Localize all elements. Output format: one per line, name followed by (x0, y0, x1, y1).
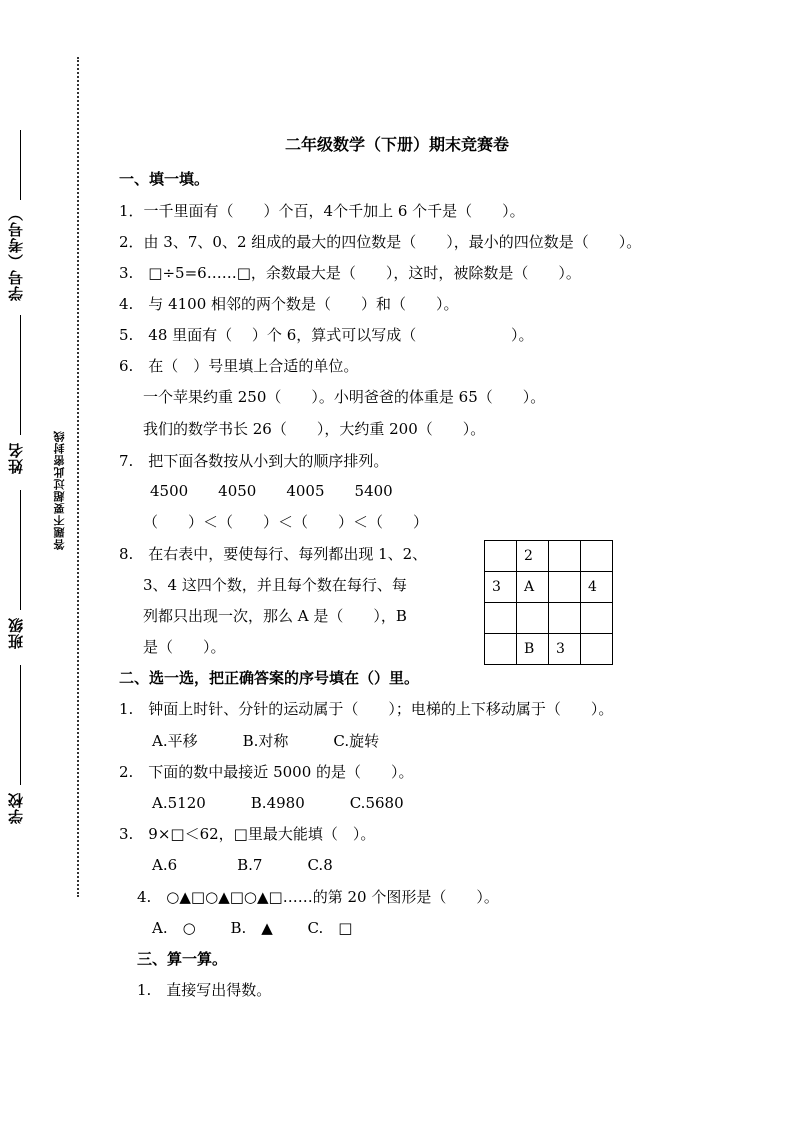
latin-square-grid (484, 540, 613, 665)
s1-question-1: 1．一千里面有（ ）个百，4个千加上 6 个千是（ ）。 (119, 202, 525, 220)
s1-question-7-order: （ ）＜（ ）＜（ ）＜（ ） (143, 513, 429, 531)
s2-question-3-options: A.6 B.7 C.8 (152, 856, 333, 874)
s1-question-8-line3: 列都只出现一次，那么 A 是（ ），B (143, 607, 407, 625)
grid-row (485, 634, 613, 665)
grid-cell: 4 (581, 572, 613, 603)
grid-cell (581, 634, 613, 665)
s2-question-1: 1. 钟面上时针、分针的运动属于（ ）；电梯的上下移动属于（ ）。 (119, 700, 614, 718)
s1-question-8-line2: 3、4 这四个数，并且每个数在每行、每 (143, 576, 407, 594)
grid-cell (485, 634, 517, 665)
grid-cell (549, 541, 581, 572)
grid-cell (485, 541, 517, 572)
s1-question-8-line4: 是（ ）。 (143, 638, 226, 656)
grid-cell (485, 603, 517, 634)
s1-question-4: 4. 与 4100 相邻的两个数是（ ）和（ ）。 (119, 295, 459, 313)
s2-question-1-options: A.平移 B.对称 C.旋转 (152, 732, 380, 750)
grid-cell (581, 603, 613, 634)
s2-question-4: 4. ○▲□○▲□○▲□……的第 20 个图形是（ ）。 (137, 888, 499, 906)
s1-question-3: 3. □÷5=6……□，余数最大是（ ），这时，被除数是（ ）。 (119, 264, 581, 282)
grid-cell (517, 603, 549, 634)
s2-question-4-options: A. ○ B. ▲ C. □ (152, 919, 353, 937)
page-title: 二年级数学（下册）期末竞赛卷 (284, 135, 509, 154)
s1-question-6: 6. 在（ ）号里填上合适的单位。 (119, 357, 359, 375)
grid-cell: 3 (485, 572, 517, 603)
grid-cell (581, 541, 613, 572)
s3-question-1: 1. 直接写出得数。 (137, 981, 272, 999)
section2-heading: 二、选一选，把正确答案的序号填在（）里。 (119, 669, 420, 687)
grid-row (485, 572, 613, 603)
school-label: 学校 (7, 792, 25, 824)
s1-question-6b: 我们的数学书长 26（ ），大约重 200（ ）。 (143, 420, 486, 438)
s1-question-7-numbers: 4500 4050 4005 5400 (150, 482, 393, 500)
student-id-label: 学号（考号） (7, 205, 25, 301)
section3-heading: 三、算一算。 (137, 950, 228, 968)
name-blank (20, 490, 21, 610)
grid-cell: 3 (549, 634, 581, 665)
s1-question-5: 5. 48 里面有（ ）个 6，算式可以写成（ ）。 (119, 326, 534, 344)
s2-question-3: 3. 9×□＜62，□里最大能填（ ）。 (119, 825, 376, 843)
s2-question-2-options: A.5120 B.4980 C.5680 (152, 794, 404, 812)
grid-cell: A (517, 572, 549, 603)
grid-cell: 2 (517, 541, 549, 572)
seal-dotted-line (77, 57, 79, 897)
name-label: 姓名 (7, 442, 25, 474)
grid-cell (549, 603, 581, 634)
s2-question-2: 2. 下面的数中最接近 5000 的是（ ）。 (119, 763, 414, 781)
grid-row (485, 541, 613, 572)
seal-line-notice: 答题不要超过此密封线 (53, 430, 66, 550)
grid-cell: B (517, 634, 549, 665)
s1-question-6a: 一个苹果约重 250（ ）。小明爸爸的体重是 65（ ）。 (143, 388, 546, 406)
binding-strip (0, 0, 90, 1123)
grid-cell (549, 572, 581, 603)
s1-question-2: 2．由 3、7、0、2 组成的最大的四位数是（ ），最小的四位数是（ ）。 (119, 233, 642, 251)
grid-row (485, 603, 613, 634)
student-id-blank (20, 315, 21, 435)
s1-question-8-line1: 8. 在右表中，要使每行、每列都出现 1、2、 (119, 545, 428, 563)
s1-question-7: 7. 把下面各数按从小到大的顺序排列。 (119, 452, 389, 470)
class-blank (20, 665, 21, 785)
class-label: 班级 (7, 617, 25, 649)
section1-heading: 一、填一填。 (119, 170, 210, 188)
